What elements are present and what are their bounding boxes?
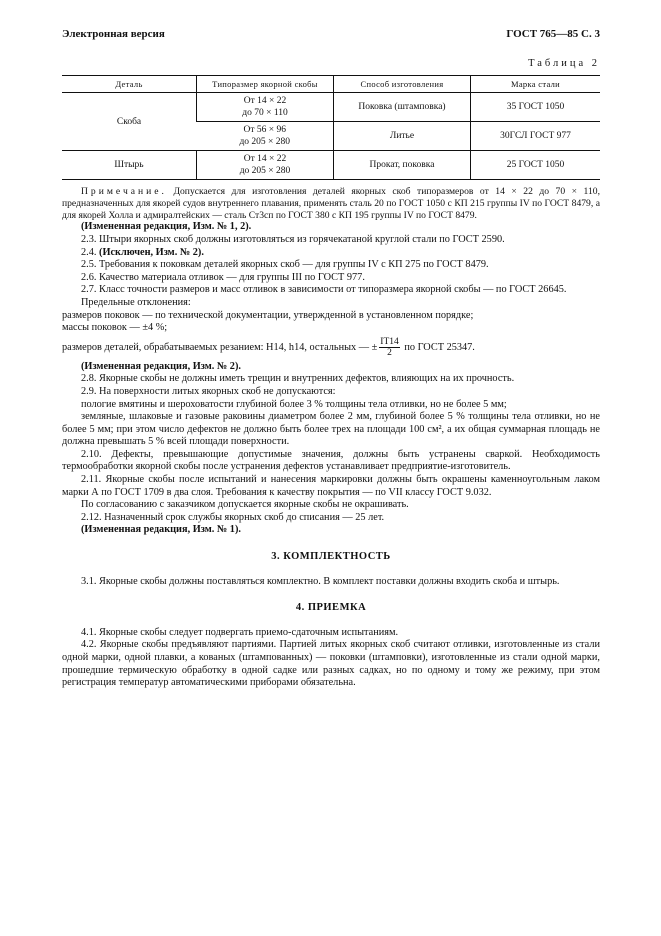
paragraph-4-2: 4.2. Якорные скобы предъявляют партиями. Партией литых якорных скоб считают отливки, изготовленные из стали одной марки, одной плавки, а кованых (штампованных) — поковки (штамповки), изготовленные из стали одной марки, прошедшие термическую обработку в одной садке или разных садках, но по одному и тому же режиму, при этом регистрация температур автоматическими приборами обязательна. bbox=[62, 639, 600, 689]
section-heading-4: 4. ПРИЕМКА bbox=[295, 602, 367, 614]
paragraph-2-7-deviations: Предельные отклонения: bbox=[81, 296, 191, 308]
page bbox=[62, 28, 600, 690]
steel-table bbox=[62, 75, 600, 180]
paragraph-2-8: 2.8. Якорные скобы не должны иметь трещин и внутренних дефектов, влияющих на их прочность. bbox=[81, 373, 515, 385]
running-header bbox=[62, 28, 600, 40]
cell-size: От 14 × 22 до 205 × 280 bbox=[197, 151, 334, 180]
cell-method: Поковка (штамповка) bbox=[334, 93, 471, 122]
fraction-it14: $\frac{IT14}{2}$ bbox=[380, 336, 399, 358]
cell-size: От 56 × 96 до 205 × 280 bbox=[197, 122, 334, 151]
table-row bbox=[62, 151, 600, 180]
table-header-row bbox=[62, 76, 600, 93]
cell-steel: 25 ГОСТ 1050 bbox=[471, 151, 601, 180]
paragraph-2-5: 2.5. Требования к поковкам деталей якорных скоб — для группы IV с КП 275 по ГОСТ 8479. bbox=[81, 259, 489, 271]
col-header-size: Типоразмер якорной скобы bbox=[197, 76, 334, 93]
paragraph-2-11-agreement: По согласованию с заказчиком допускается якорные скобы не окрашивать. bbox=[81, 499, 409, 511]
cell-steel: 30ГСЛ ГОСТ 977 bbox=[471, 122, 601, 151]
col-header-steel: Марка стали bbox=[471, 76, 601, 93]
cell-method: Литье bbox=[334, 122, 471, 151]
table-caption: Таблица 2 bbox=[528, 58, 600, 69]
paragraph-2-9-dents: пологие вмятины и шероховатости глубиной более 3 % толщины тела отливки, но не более 5 мм; bbox=[81, 398, 507, 410]
amendment-note: (Измененная редакция, Изм. № 1). bbox=[81, 524, 241, 536]
paragraph-2-7-mass: массы поковок — ±4 %; bbox=[62, 322, 168, 334]
cell-method: Прокат, поковка bbox=[334, 151, 471, 180]
cell-part-shtyr: Штырь bbox=[62, 151, 197, 180]
paragraph-2-4: 2.4. (Исключен, Изм. № 2). bbox=[81, 246, 204, 258]
header-left: Электронная версия bbox=[62, 28, 165, 40]
amendment-note: (Измененная редакция, Изм. № 2). bbox=[81, 360, 241, 372]
paragraph-2-9: 2.9. На поверхности литых якорных скоб не допускаются: bbox=[81, 385, 336, 397]
paragraph-4-1: 4.1. Якорные скобы следует подвергать приемо-сдаточным испытаниям. bbox=[81, 626, 399, 638]
paragraph-2-6: 2.6. Качество материала отливок — для группы III по ГОСТ 977. bbox=[81, 271, 365, 283]
col-header-part: Деталь bbox=[62, 76, 197, 93]
table-note: Примечание. Допускается для изготовления деталей якорных скоб типоразмеров от 14 × 22 до 70 × 110, предназначенных для якорей судов внутреннего плавания, применять сталь 20 по ГОСТ 1050 с КП 215 группы IV по ГОСТ 8479, а для якорей Холла и адмиралтейских — сталь Ст3сп по ГОСТ 380 с КП 195 группы IV по ГОСТ 8479. bbox=[62, 186, 600, 221]
header-right: ГОСТ 765—85 С. 3 bbox=[506, 28, 600, 40]
table-row bbox=[62, 93, 600, 122]
paragraph-2-7-machined: размеров деталей, обрабатываемых резанием: Н14, h14, остальных — ± $\frac{IT14}{2}$ по ГОСТ 25347. bbox=[62, 336, 475, 358]
paragraph-3-1: 3.1. Якорные скобы должны поставляться комплектно. В комплект поставки должны входить скоба и штырь. bbox=[81, 575, 560, 587]
paragraph-2-3: 2.3. Штыри якорных скоб должны изготовляться из горячекатаной круглой стали по ГОСТ 2590. bbox=[81, 233, 505, 245]
cell-steel: 35 ГОСТ 1050 bbox=[471, 93, 601, 122]
paragraph-2-11: 2.11. Якорные скобы после испытаний и нанесения маркировки должны быть окрашены каменноугольным лаком марки А по ГОСТ 1709 в два слоя. Требования к качеству покрытия — по VII классу ГОСТ 9.032. bbox=[62, 474, 600, 498]
section-heading-3: 3. КОМПЛЕКТНОСТЬ bbox=[271, 551, 391, 563]
paragraph-2-10: 2.10. Дефекты, превышающие допустимые значения, должны быть устранены сваркой. Необходимость термообработки якорной скобы после устранения дефектов устанавливает предприятие-изготовитель. bbox=[62, 448, 600, 473]
cell-size: От 14 × 22 до 70 × 110 bbox=[197, 93, 334, 122]
col-header-method: Способ изготовления bbox=[334, 76, 471, 93]
paragraph-2-7-forgings: размеров поковок — по технической документации, утвержденной в установленном порядке; bbox=[62, 309, 474, 321]
paragraph-2-12: 2.12. Назначенный срок службы якорных скоб до списания — 25 лет. bbox=[81, 511, 385, 523]
amendment-note: (Измененная редакция, Изм. № 1, 2). bbox=[81, 221, 252, 233]
body-text bbox=[62, 186, 600, 690]
cell-part-skoba: Скоба bbox=[62, 93, 197, 151]
paragraph-2-7: 2.7. Класс точности размеров и масс отливок в зависимости от типоразмера якорной скобы — по ГОСТ 26645. bbox=[81, 284, 567, 296]
paragraph-2-9-cavities: земляные, шлаковые и газовые раковины диаметром более 2 мм, глубиной более 5 % толщины тела отливки, но не более 5 мм; при этом число дефектов не должно быть более трех на площади 100 см², а их общая суммарная площадь не должна превышать 5 % всей площади поверхности. bbox=[62, 411, 600, 448]
